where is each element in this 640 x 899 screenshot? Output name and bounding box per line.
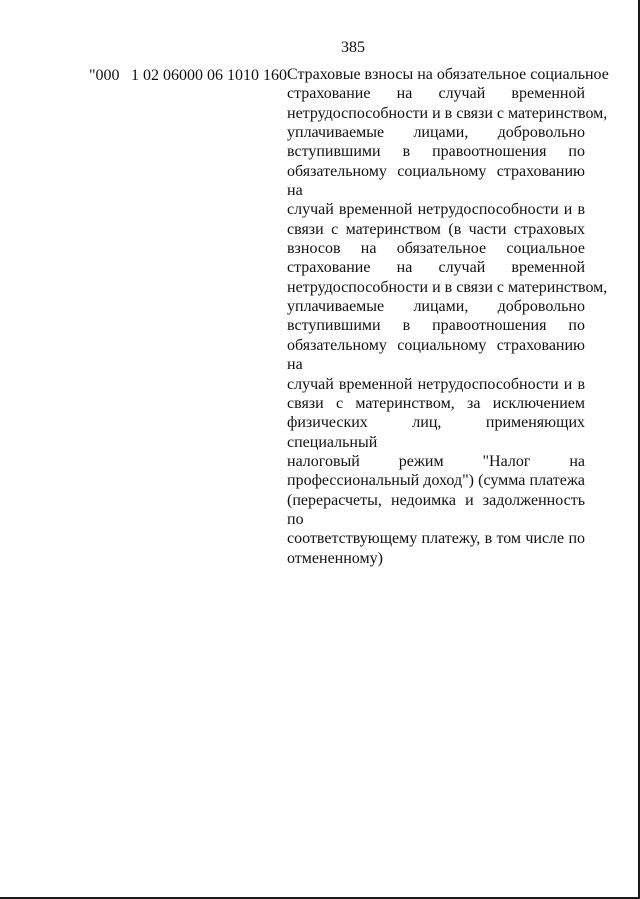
page-number: 385	[341, 39, 365, 56]
description-line: уплачиваемые лицами, добровольно	[287, 298, 585, 316]
description-line: уплачиваемые лицами, добровольно	[287, 124, 585, 142]
description-line: физических лиц, применяющих специальный	[287, 414, 585, 451]
description-line: взносов на обязательное социальное	[287, 240, 585, 258]
description-line: случай временной нетрудоспособности и в	[287, 375, 585, 393]
description-line: страхование на случай временной	[287, 85, 585, 103]
description-line: обязательному социальному страхованию на	[287, 336, 585, 374]
description-line: соответствующему платежу, в том числе по	[287, 530, 585, 548]
description-line: нетрудоспособности и в связи с материнством,	[287, 104, 608, 122]
description-line: случай временной нетрудоспособности и в	[287, 201, 585, 219]
description-line: Страховые взносы на обязательное социальное	[287, 66, 609, 83]
description-line: налоговый режим "Налог на	[287, 452, 585, 470]
description-line: связи с материнством, за исключением	[287, 394, 585, 412]
code-prefix: "000	[89, 67, 120, 84]
description-line: вступившими в правоотношения по	[287, 317, 585, 335]
description-line: профессиональный доход") (сумма платежа	[287, 472, 585, 490]
entry-description	[287, 65, 609, 568]
description-line: нетрудоспособности и в связи с материнством,	[287, 278, 608, 296]
description-line: связи с материнством (в части страховых	[287, 220, 585, 238]
description-line: страхование на случай временной	[287, 259, 585, 277]
description-line: обязательному социальному страхованию на	[287, 162, 585, 200]
description-line: (перерасчеты, недоимка и задолженность по	[287, 491, 585, 528]
code-value: 1 02 06000 06 1010 160	[131, 67, 287, 84]
description-line: отмененному)	[287, 549, 383, 567]
budget-code	[89, 66, 287, 85]
description-line: вступившими в правоотношения по	[287, 143, 585, 161]
